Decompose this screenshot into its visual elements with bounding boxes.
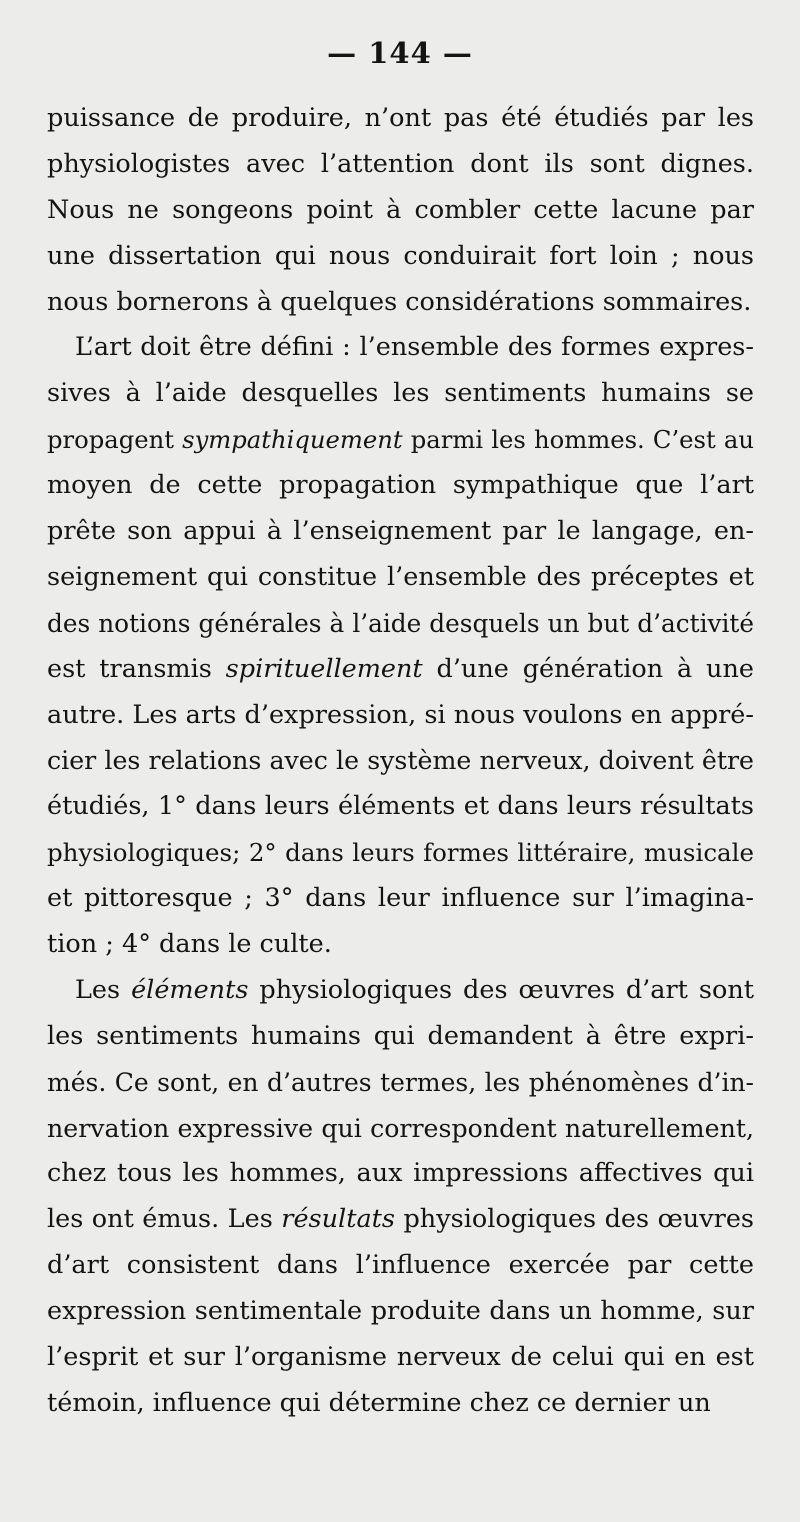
text-line xyxy=(47,1060,754,1106)
text-run: expression sentimentale produite dans un homme, sur xyxy=(47,1296,754,1327)
body-text xyxy=(47,96,754,1427)
text-run: physiologistes avec l’attention dont ils sont dignes. xyxy=(47,148,754,179)
text-run: est transmis xyxy=(47,653,226,684)
text-run: des notions générales à l’aide desquels un but d’activité xyxy=(47,608,754,638)
text-line xyxy=(47,325,754,371)
text-run: puissance de produire, n’ont pas été étudiés par les xyxy=(47,103,754,133)
italic-term: spirituellement xyxy=(225,653,423,684)
text-run: Les xyxy=(75,974,132,1005)
text-run: les sentiments humains qui demandent à être expri- xyxy=(47,1020,754,1051)
text-line xyxy=(47,1197,754,1243)
text-line xyxy=(47,1381,754,1427)
text-line xyxy=(47,968,754,1014)
text-line xyxy=(47,96,754,142)
page-number: — 144 — xyxy=(327,36,473,70)
text-line xyxy=(47,463,754,509)
text-run: physiologiques; 2° dans leurs formes littéraire, musicale xyxy=(47,838,754,868)
text-line xyxy=(47,234,754,280)
text-run: Nous ne songeons point à combler cette lacune par xyxy=(47,194,754,225)
text-line xyxy=(47,555,754,601)
text-run: l’esprit et sur l’organisme nerveux de celui qui en est xyxy=(47,1342,754,1373)
text-run: et pittoresque ; 3° dans leur influence sur l’imagina- xyxy=(47,883,754,914)
text-run: nous bornerons à quelques considérations sommaires. xyxy=(47,286,752,317)
text-run: sives à l’aide desquelles les sentiments humains se xyxy=(47,378,754,409)
text-run: les ont émus. Les xyxy=(47,1204,282,1235)
text-line xyxy=(47,417,754,463)
text-run: propagent xyxy=(47,425,183,455)
text-run: tion ; 4° dans le culte. xyxy=(47,929,332,960)
italic-term: éléments xyxy=(131,974,249,1005)
text-line xyxy=(47,830,754,876)
text-line xyxy=(47,509,754,555)
text-line xyxy=(47,1289,754,1335)
text-run: témoin, influence qui détermine chez ce dernier un xyxy=(47,1387,711,1418)
text-line xyxy=(47,784,754,830)
text-run: chez tous les hommes, aux impressions affectives qui xyxy=(47,1158,754,1189)
text-line xyxy=(47,280,754,326)
text-line xyxy=(47,647,754,693)
paragraph xyxy=(47,968,754,1427)
text-line xyxy=(47,1106,754,1152)
text-run: autre. Les arts d’expression, si nous voulons en appré- xyxy=(47,699,754,730)
text-run: prête son appui à l’enseignement par le langage, en- xyxy=(47,516,754,547)
text-line xyxy=(47,738,754,784)
paragraph xyxy=(47,96,754,325)
text-line xyxy=(47,922,754,968)
text-run: cier les relations avec le système nerveux, doivent être xyxy=(47,746,754,776)
text-line xyxy=(47,1151,754,1197)
text-line xyxy=(47,1243,754,1289)
text-line xyxy=(47,188,754,234)
italic-term: sympathiquement xyxy=(182,425,403,455)
italic-term: résultats xyxy=(281,1204,395,1235)
text-run: d’art consistent dans l’influence exercée par cette xyxy=(47,1250,754,1281)
text-run: physiologiques des œuvres d’art sont xyxy=(248,974,754,1005)
text-run: étudiés, 1° dans leurs éléments et dans leurs résultats xyxy=(47,791,754,822)
text-line xyxy=(47,876,754,922)
text-line xyxy=(47,693,754,739)
text-line xyxy=(47,1335,754,1381)
text-run: més. Ce sont, en d’autres termes, les phénomènes d’in- xyxy=(47,1067,754,1097)
text-line xyxy=(47,601,754,647)
text-line xyxy=(47,142,754,188)
text-run: nervation expressive qui correspondent naturellement, xyxy=(47,1113,754,1143)
text-run: une dissertation qui nous conduirait fort loin ; nous xyxy=(47,240,754,271)
text-run: physiologiques des œuvres xyxy=(395,1204,754,1235)
text-run: d’une génération à une xyxy=(422,653,754,684)
text-line xyxy=(47,371,754,417)
paragraph xyxy=(47,325,754,967)
text-run: seignement qui constitue l’ensemble des préceptes et xyxy=(47,561,754,592)
text-line xyxy=(47,1014,754,1060)
text-run: moyen de cette propagation sympathique que l’art xyxy=(47,470,754,501)
text-run: parmi les hommes. C’est au xyxy=(402,425,754,455)
text-run: L’art doit être défini : l’ensemble des formes expres- xyxy=(75,332,754,363)
